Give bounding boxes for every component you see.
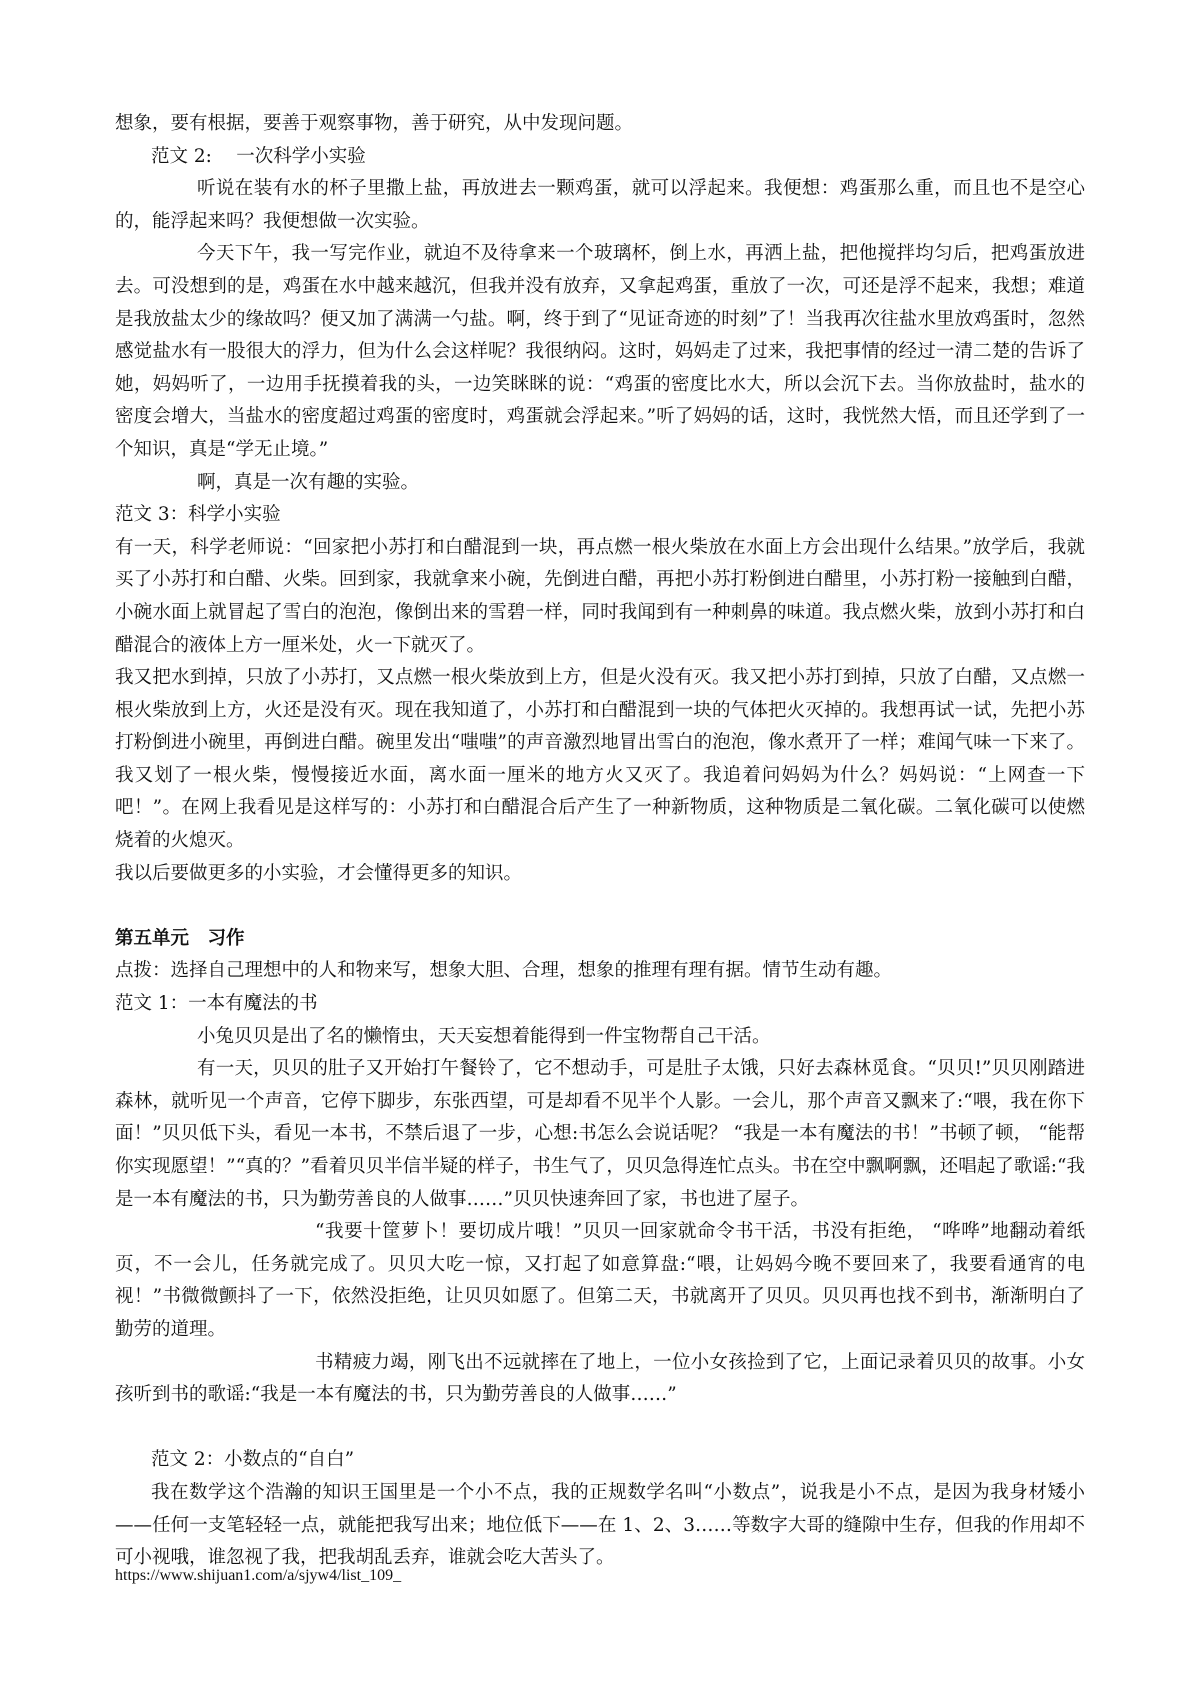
essay-3-title: 范文 3：科学小实验 [115, 504, 281, 526]
essay-1-title: 范文 1：一本有魔法的书 [115, 993, 318, 1015]
essay-3-paragraph-2: 我又把水到掉，只放了小苏打，又点燃一根火柴放到上方，但是火没有灭。我又把小苏打到掉，只放了白醋，又点燃一根火柴放到上方，火还是没有灭。现在我知道了，小苏打和白醋混到一块的气体把火灭掉的。我想再试一试，先把小苏打粉倒进小碗里，再倒进白醋。碗里发出“嗤嗤”的声音激烈地冒出雪白的泡泡，像水煮开了一样；难闻气味一下来了。我又划了一根火柴，慢慢接近水面，离水面一厘米的地方火又灭了。我追着问妈妈为什么？妈妈说：“上网查一下吧！”。在网上我看见是这样写的：小苏打和白醋混合后产生了一种新物质，这种物质是二氧化碳。二氧化碳可以使燃烧着的火熄灭。 [115, 667, 1085, 852]
section-heading-unit-5: 第五单元 习作 [115, 927, 245, 949]
essay-2-paragraph-2: 今天下午，我一写完作业，就迫不及待拿来一个玻璃杯，倒上水，再洒上盐，把他搅拌均匀后，把鸡蛋放进去。可没想到的是，鸡蛋在水中越来越沉，但我并没有放弃，又拿起鸡蛋，重放了一次，可还是浮不起来，我想；难道是我放盐太少的缘故吗？便又加了满满一勺盐。啊，终于到了“见证奇迹的时刻”了！当我再次往盐水里放鸡蛋时，忽然感觉盐水有一股很大的浮力，但为什么会这样呢？我很纳闷。这时，妈妈走了过来，我把事情的经过一清二楚的告诉了她，妈妈听了，一边用手抚摸着我的头，一边笑眯眯的说：“鸡蛋的密度比水大，所以会沉下去。当你放盐时，盐水的密度会增大，当盐水的密度超过鸡蛋的密度时，鸡蛋就会浮起来。”听了妈妈的话，这时，我恍然大悟，而且还学到了一个知识，真是“学无止境。” [115, 243, 1085, 460]
essay-2-paragraph-1: 听说在装有水的杯子里撒上盐，再放进去一颗鸡蛋，就可以浮起来。我便想：鸡蛋那么重，而且也不是空心的，能浮起来吗？我便想做一次实验。 [115, 178, 1085, 232]
writing-tip: 点拨：选择自己理想中的人和物来写，想象大胆、合理，想象的推理有理有据。情节生动有趣。 [115, 960, 893, 982]
essay-2-conclusion: 啊，真是一次有趣的实验。 [197, 471, 420, 493]
essay-decimal-title: 范文 2：小数点的“自白” [151, 1449, 355, 1471]
essay-1-paragraph-2: 有一天，贝贝的肚子又开始打午餐铃了，它不想动手，可是肚子太饿，只好去森林觅食。“贝贝!”贝贝刚踏进森林，就听见一个声音，它停下脚步，东张西望，可是却看不见半个人影。一会儿，那个声音又飘来了:“喂，我在你下面！”贝贝低下头，看见一本书，不禁后退了一步，心想:书怎么会说话呢？ “我是一本有魔法的书！”书顿了顿， “能帮你实现愿望！”“真的？”看着贝贝半信半疑的样子，书生气了，贝贝急得连忙点头。书在空中飘啊飘，还唱起了歌谣:“我是一本有魔法的书，只为勤劳善良的人做事……”贝贝快速奔回了家，书也进了屋子。 [115, 1058, 1085, 1210]
essay-3-conclusion: 我以后要做更多的小实验，才会懂得更多的知识。 [115, 862, 523, 884]
section-spacer [115, 1412, 1085, 1445]
essay-2-title: 范文 2: 一次科学小实验 [151, 145, 366, 167]
essay-3-paragraph-1: 有一天，科学老师说：“回家把小苏打和白醋混到一块，再点燃一根火柴放在水面上方会出现什么结果。”放学后，我就买了小苏打和白醋、火柴。回到家，我就拿来小碗，先倒进白醋，再把小苏打粉倒进白醋里，小苏打粉一接触到白醋，小碗水面上就冒起了雪白的泡泡，像倒出来的雪碧一样，同时我闻到有一种刺鼻的味道。我点燃火柴，放到小苏打和白醋混合的液体上方一厘米处，火一下就灭了。 [115, 536, 1085, 656]
paragraph-intro-end: 想象，要有根据，要善于观察事物，善于研究，从中发现问题。 [115, 113, 634, 134]
footer-url: https://www.shijuan1.com/a/sjyw4/list_109_ [115, 1567, 402, 1584]
document-body [115, 108, 1085, 1575]
essay-1-paragraph-4: 书精疲力竭，刚飞出不远就摔在了地上，一位小女孩捡到了它，上面记录着贝贝的故事。小女孩听到书的歌谣:“我是一本有魔法的书，只为勤劳善良的人做事……” [115, 1351, 1085, 1406]
section-spacer [115, 890, 1085, 923]
essay-decimal-paragraph-1: 我在数学这个浩瀚的知识王国里是一个小不点，我的正规数学名叫“小数点”，说我是小不点，是因为我身材矮小——任何一支笔轻轻一点，就能把我写出来；地位低下——在 1、2、3……等数字大哥的缝隙中生存，但我的作用却不可小视哦，谁忽视了我，把我胡乱丢弃，谁就会吃大苦头了。 [115, 1481, 1085, 1569]
essay-1-paragraph-1: 小兔贝贝是出了名的懒惰虫，天天妄想着能得到一件宝物帮自己干活。 [197, 1025, 771, 1047]
essay-1-paragraph-3: “我要十筐萝卜！要切成片哦！”贝贝一回家就命令书干活，书没有拒绝， “哗哗”地翻动着纸页，不一会儿，任务就完成了。贝贝大吃一惊，又打起了如意算盘:“喂，让妈妈今晚不要回来了，我要看通宵的电视！”书微微颤抖了一下，依然没拒绝，让贝贝如愿了。但第二天，书就离开了贝贝。贝贝再也找不到书，渐渐明白了勤劳的道理。 [115, 1221, 1085, 1340]
